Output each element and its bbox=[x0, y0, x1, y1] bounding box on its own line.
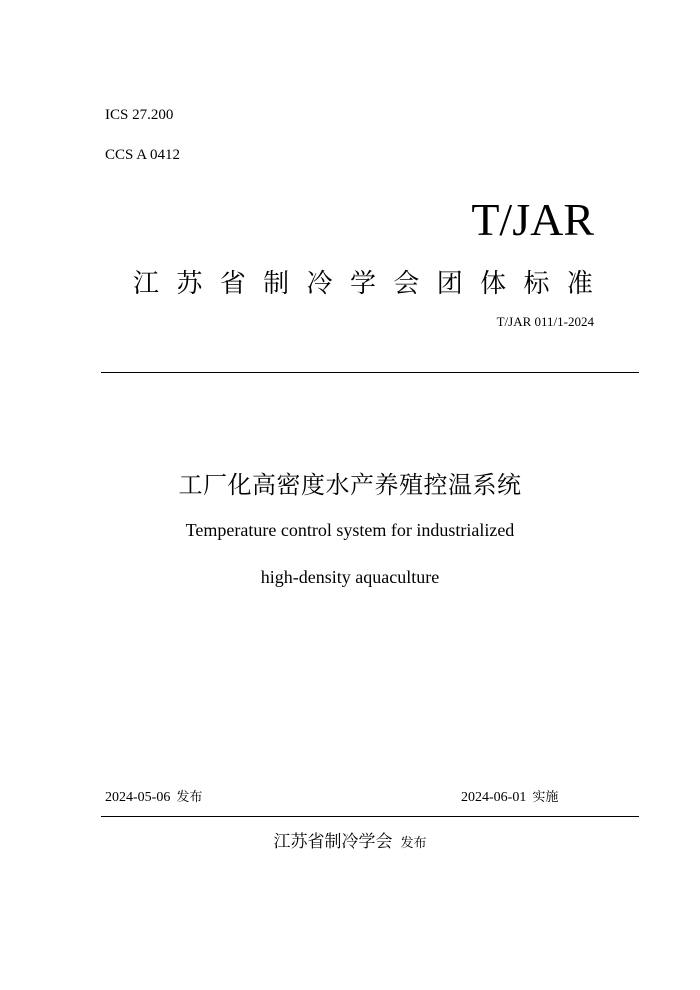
top-divider bbox=[101, 372, 639, 373]
title-english-line-2: high-density aquaculture bbox=[260, 567, 440, 587]
issue-date bbox=[105, 789, 202, 807]
standard-number: T/JAR 011/1-2024 bbox=[496, 314, 594, 329]
org-name-char: 会 bbox=[393, 269, 420, 299]
issue-label: 发布 bbox=[176, 790, 203, 805]
organization-standard-name bbox=[133, 268, 593, 300]
org-name-char: 体 bbox=[480, 269, 507, 299]
effective-date bbox=[461, 789, 558, 807]
standard-prefix: T/JAR bbox=[471, 194, 594, 245]
bottom-divider bbox=[101, 816, 639, 817]
publisher bbox=[0, 830, 700, 856]
effective-date-value: 2024-06-01 bbox=[461, 790, 527, 805]
org-name-char: 省 bbox=[219, 269, 246, 299]
org-name-char: 苏 bbox=[176, 269, 203, 299]
org-name-char: 准 bbox=[566, 269, 593, 299]
org-name-char: 江 bbox=[133, 269, 160, 299]
org-name-char: 制 bbox=[263, 269, 290, 299]
issue-date-value: 2024-05-06 bbox=[105, 790, 171, 805]
org-name-char: 冷 bbox=[306, 269, 333, 299]
org-name-char: 团 bbox=[436, 269, 463, 299]
publisher-label: 发布 bbox=[400, 836, 427, 851]
title-english-line-1: Temperature control system for industrialized bbox=[185, 520, 515, 540]
ics-code: ICS 27.200 bbox=[105, 107, 174, 123]
effective-label: 实施 bbox=[532, 790, 559, 805]
org-name-char: 学 bbox=[349, 269, 376, 299]
org-name-char: 标 bbox=[523, 269, 550, 299]
publisher-name: 江苏省制冷学会 bbox=[273, 832, 393, 852]
title-chinese: 工厂化高密度水产养殖控温系统 bbox=[178, 471, 522, 499]
ccs-code: CCS A 0412 bbox=[105, 147, 181, 163]
